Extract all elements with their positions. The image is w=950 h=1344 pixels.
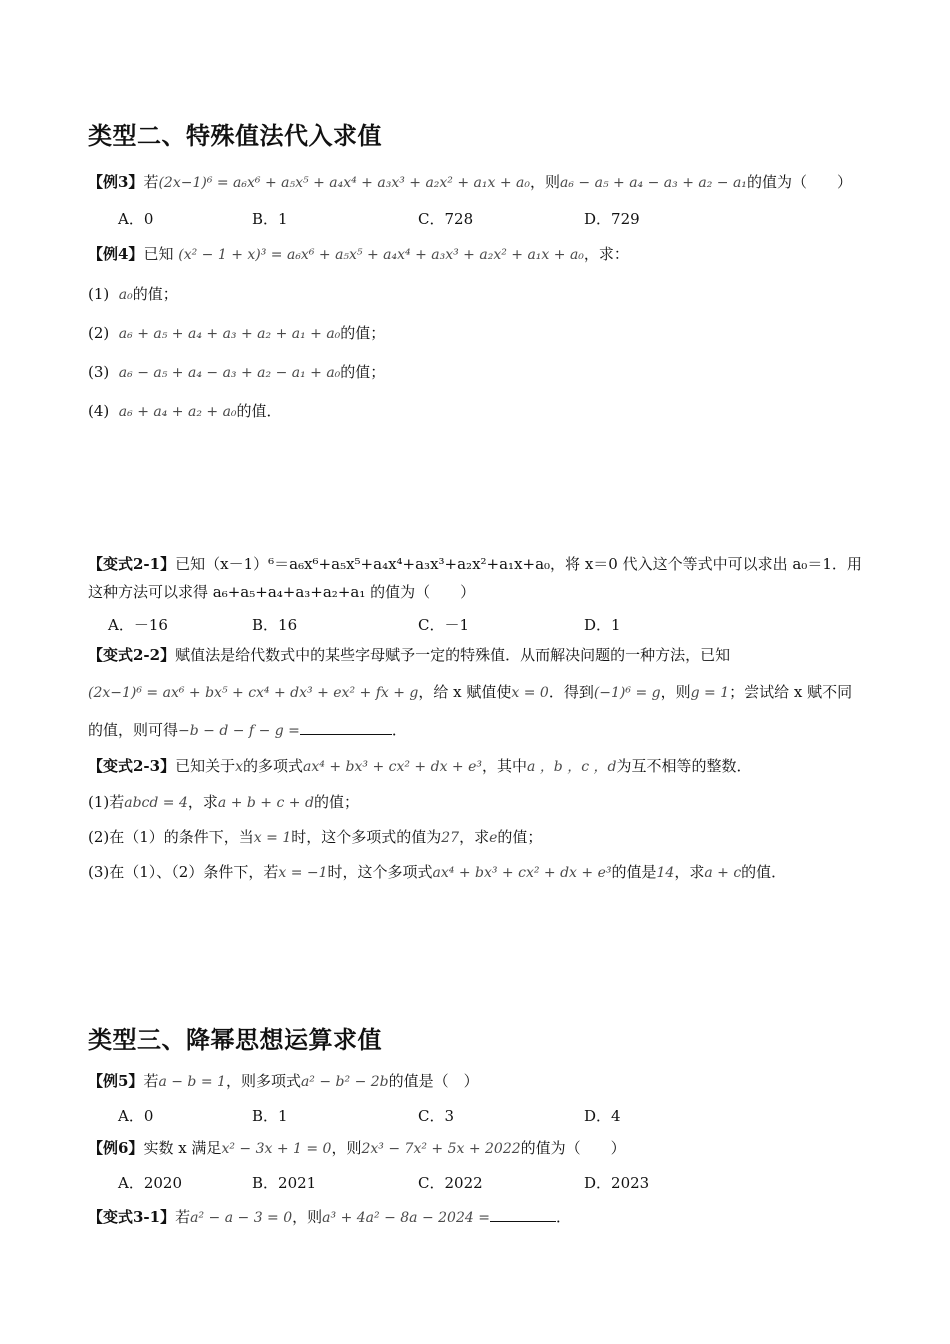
variant-3-1: 【变式3-1】若a² − a − 3 = 0，则a³ + 4a² − 8a − 2024 = ．	[88, 1208, 571, 1226]
answer-blank[interactable]	[490, 1207, 556, 1222]
variant-tag: 【变式2-3】	[88, 757, 176, 775]
example-5: 【例5】若a − b = 1，则多项式a² − b² − 2b的值是（ ）	[88, 1072, 479, 1090]
option-d[interactable]: D．4	[584, 1107, 621, 1125]
option-a[interactable]: A．0	[118, 210, 154, 228]
option-c[interactable]: C．2022	[418, 1174, 483, 1192]
variant-2-1: 【变式2-1】已知（x－1）⁶＝a₆x⁶+a₅x⁵+a₄x⁴+a₃x³+a₂x²+a₁x+a₀，将 x＝0 代入这个等式中可以求出 a₀＝1．用	[88, 555, 862, 573]
option-d[interactable]: D．1	[584, 616, 621, 634]
variant-tag: 【变式3-1】	[88, 1208, 176, 1226]
variant-2-3-q3: (3)在（1）、（2）条件下，若x = −1时，这个多项式ax⁴ + bx³ + cx² + dx + e³的值是14，求a + c的值．	[88, 863, 787, 881]
variant-tag: 【变式2-2】	[88, 646, 176, 664]
section-title: 类型二、特殊值法代入求值	[88, 122, 382, 150]
variant-2-3-q1: (1)若abcd = 4，求a + b + c + d的值；	[88, 793, 359, 811]
option-d[interactable]: D．729	[584, 210, 640, 228]
example-6: 【例6】实数 x 满足x² − 3x + 1 = 0，则2x³ − 7x² + 5x + 2022的值为（ ）	[88, 1139, 626, 1157]
example-tag: 【例5】	[88, 1072, 144, 1090]
sub-question-2: (2) a₆ + a₅ + a₄ + a₃ + a₂ + a₁ + a₀的值；	[88, 324, 386, 342]
variant-2-1-cont: 这种方法可以求得 a₆+a₅+a₄+a₃+a₂+a₁ 的值为（ ）	[88, 583, 476, 601]
option-a[interactable]: A．0	[118, 1107, 154, 1125]
option-b[interactable]: B．1	[252, 1107, 288, 1125]
options-row	[88, 614, 788, 634]
option-d[interactable]: D．2023	[584, 1174, 650, 1192]
sub-question-1: (1) a₀的值；	[88, 285, 178, 303]
variant-2-2-cont2: 的值，则可得−b − d − f − g = ．	[88, 721, 407, 739]
example-tag: 【例3】	[88, 173, 144, 191]
variant-2-2: 【变式2-2】赋值法是给代数式中的某些字母赋予一定的特殊值．从而解决问题的一种方法，已知	[88, 646, 731, 664]
section-title: 类型三、降幂思想运算求值	[88, 1026, 382, 1054]
option-c[interactable]: C．3	[418, 1107, 455, 1125]
variant-2-2-cont: (2x−1)⁶ = ax⁶ + bx⁵ + cx⁴ + dx³ + ex² + fx + g，给 x 赋值使x = 0．得到(−1)⁶ = g，则g = 1；尝试给 x 赋不同	[88, 683, 853, 701]
variant-2-3: 【变式2-3】已知关于x的多项式ax⁴ + bx³ + cx² + dx + e³，其中a ，b ，c ，d为互不相等的整数．	[88, 757, 752, 775]
answer-blank[interactable]	[300, 720, 392, 735]
expression: a₆ − a₅ + a₄ − a₃ + a₂ − a₁	[560, 175, 747, 191]
option-b[interactable]: B．2021	[252, 1174, 317, 1192]
option-a[interactable]: A．－16	[108, 616, 168, 634]
sub-question-4: (4) a₆ + a₄ + a₂ + a₀的值．	[88, 402, 282, 420]
options-row	[88, 208, 788, 228]
option-a[interactable]: A．2020	[118, 1174, 183, 1192]
options-row	[88, 1172, 788, 1192]
equation: (2x−1)⁶ = a₆x⁶ + a₅x⁵ + a₄x⁴ + a₃x³ + a₂x² + a₁x + a₀	[158, 175, 530, 191]
option-c[interactable]: C．－1	[418, 616, 470, 634]
option-b[interactable]: B．16	[252, 616, 298, 634]
options-row	[88, 1105, 788, 1125]
option-c[interactable]: C．728	[418, 210, 474, 228]
example-4: 【例4】已知 (x² − 1 + x)³ = a₆x⁶ + a₅x⁵ + a₄x⁴ + a₃x³ + a₂x² + a₁x + a₀，求：	[88, 245, 629, 263]
equation: (x² − 1 + x)³ = a₆x⁶ + a₅x⁵ + a₄x⁴ + a₃x³ + a₂x² + a₁x + a₀	[178, 247, 584, 263]
example-3: 【例3】若(2x−1)⁶ = a₆x⁶ + a₅x⁵ + a₄x⁴ + a₃x³ + a₂x² + a₁x + a₀，则a₆ − a₅ + a₄ − a₃ + a₂ − a₁的值为（ ）	[88, 173, 852, 191]
sub-question-3: (3) a₆ − a₅ + a₄ − a₃ + a₂ − a₁ + a₀的值；	[88, 363, 386, 381]
option-b[interactable]: B．1	[252, 210, 288, 228]
variant-2-3-q2: (2)在（1）的条件下，当x = 1时，这个多项式的值为27，求e的值；	[88, 828, 543, 846]
example-tag: 【例6】	[88, 1139, 144, 1157]
variant-tag: 【变式2-1】	[88, 555, 176, 573]
equation: (2x−1)⁶ = ax⁶ + bx⁵ + cx⁴ + dx³ + ex² + fx + g	[88, 685, 419, 701]
example-tag: 【例4】	[88, 245, 144, 263]
